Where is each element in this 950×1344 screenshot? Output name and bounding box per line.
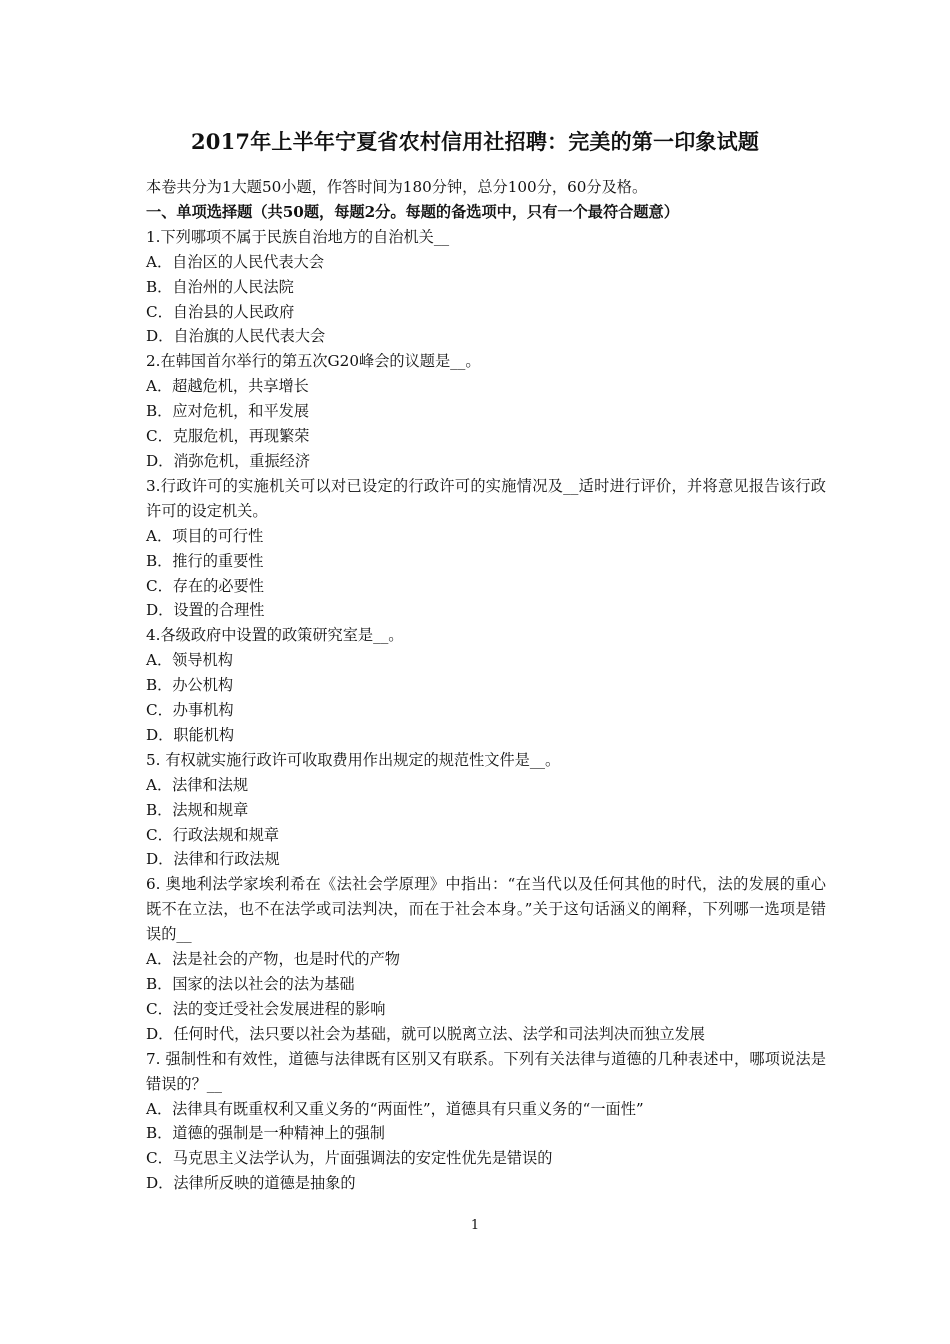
option-c: C．办事机构 [146, 701, 234, 720]
option-a: A．法是社会的产物，也是时代的产物 [146, 950, 400, 969]
option-b: B．道德的强制是一种精神上的强制 [146, 1124, 385, 1143]
question-stem: 5. 有权就实施行政许可收取费用作出规定的规范性文件是__。 [146, 750, 561, 769]
option-c: C．马克思主义法学认为，片面强调法的安定性优先是错误的 [146, 1149, 553, 1168]
option-a: A．法律和法规 [146, 775, 249, 794]
option-d: D．法律和行政法规 [146, 850, 280, 869]
option-d: D．设置的合理性 [146, 601, 265, 620]
option-b: B．应对危机，和平发展 [146, 402, 310, 421]
question-3 [146, 474, 826, 623]
question-stem: 1.下列哪项不属于民族自治地方的自治机关__ [146, 227, 450, 246]
question-5 [146, 748, 826, 873]
question-6 [146, 872, 826, 1046]
option-c: C．存在的必要性 [146, 576, 264, 595]
option-d: D．职能机构 [146, 725, 235, 744]
option-d: D．自治旗的人民代表大会 [146, 327, 326, 346]
option-c: C．自治县的人民政府 [146, 302, 295, 321]
document-body [146, 175, 826, 1196]
option-d: D．任何时代，法只要以社会为基础，就可以脱离立法、法学和司法判决而独立发展 [146, 1024, 705, 1043]
option-d: D．消弥危机，重振经济 [146, 451, 311, 470]
question-1 [146, 225, 826, 350]
question-stem: 6. 奥地利法学家埃利希在《法社会学原理》中指出：“在当代以及任何其他的时代，法的发展的重心既不在立法，也不在法学或司法判决，而在于社会本身。”关于这句话涵义的阐释，下列哪一选项是错误的__ [146, 875, 826, 944]
option-c: C．行政法规和规章 [146, 825, 280, 844]
question-7 [146, 1047, 826, 1196]
option-b: B．自治州的人民法院 [146, 277, 294, 296]
option-a: A．超越危机，共享增长 [146, 377, 309, 396]
option-a: A．法律具有既重权利又重义务的“两面性”，道德具有只重义务的“一面性” [146, 1099, 644, 1118]
page-number: 1 [470, 1218, 480, 1233]
question-stem: 3.行政许可的实施机关可以对已设定的行政许可的实施情况及__适时进行评价，并将意见报告该行政许可的设定机关。 [146, 476, 826, 520]
option-a: A．项目的可行性 [146, 526, 264, 545]
question-stem: 4.各级政府中设置的政策研究室是__。 [146, 626, 404, 645]
option-b: B．法规和规章 [146, 800, 249, 819]
option-c: C．克服危机，再现繁荣 [146, 427, 310, 446]
question-stem: 2.在韩国首尔举行的第五次G20峰会的议题是__。 [146, 352, 481, 371]
question-stem: 7. 强制性和有效性，道德与法律既有区别又有联系。下列有关法律与道德的几种表述中，哪项说法是错误的？__ [146, 1049, 826, 1093]
question-4 [146, 623, 826, 748]
question-2 [146, 349, 826, 474]
option-d: D．法律所反映的道德是抽象的 [146, 1174, 356, 1193]
option-b: B．推行的重要性 [146, 551, 264, 570]
option-c: C．法的变迁受社会发展进程的影响 [146, 999, 386, 1018]
option-a: A．领导机构 [146, 651, 233, 670]
option-b: B．国家的法以社会的法为基础 [146, 975, 355, 993]
option-b: B．办公机构 [146, 676, 234, 695]
option-a: A．自治区的人民代表大会 [146, 252, 325, 271]
intro-text: 本卷共分为1大题50小题，作答时间为180分钟，总分100分，60分及格。 [146, 178, 648, 196]
page-title: 2017年上半年宁夏省农村信用社招聘：完美的第一印象试题 [190, 129, 760, 154]
section-heading: 一、单项选择题（共50题，每题2分。每题的备选项中，只有一个最符合题意） [146, 202, 679, 221]
